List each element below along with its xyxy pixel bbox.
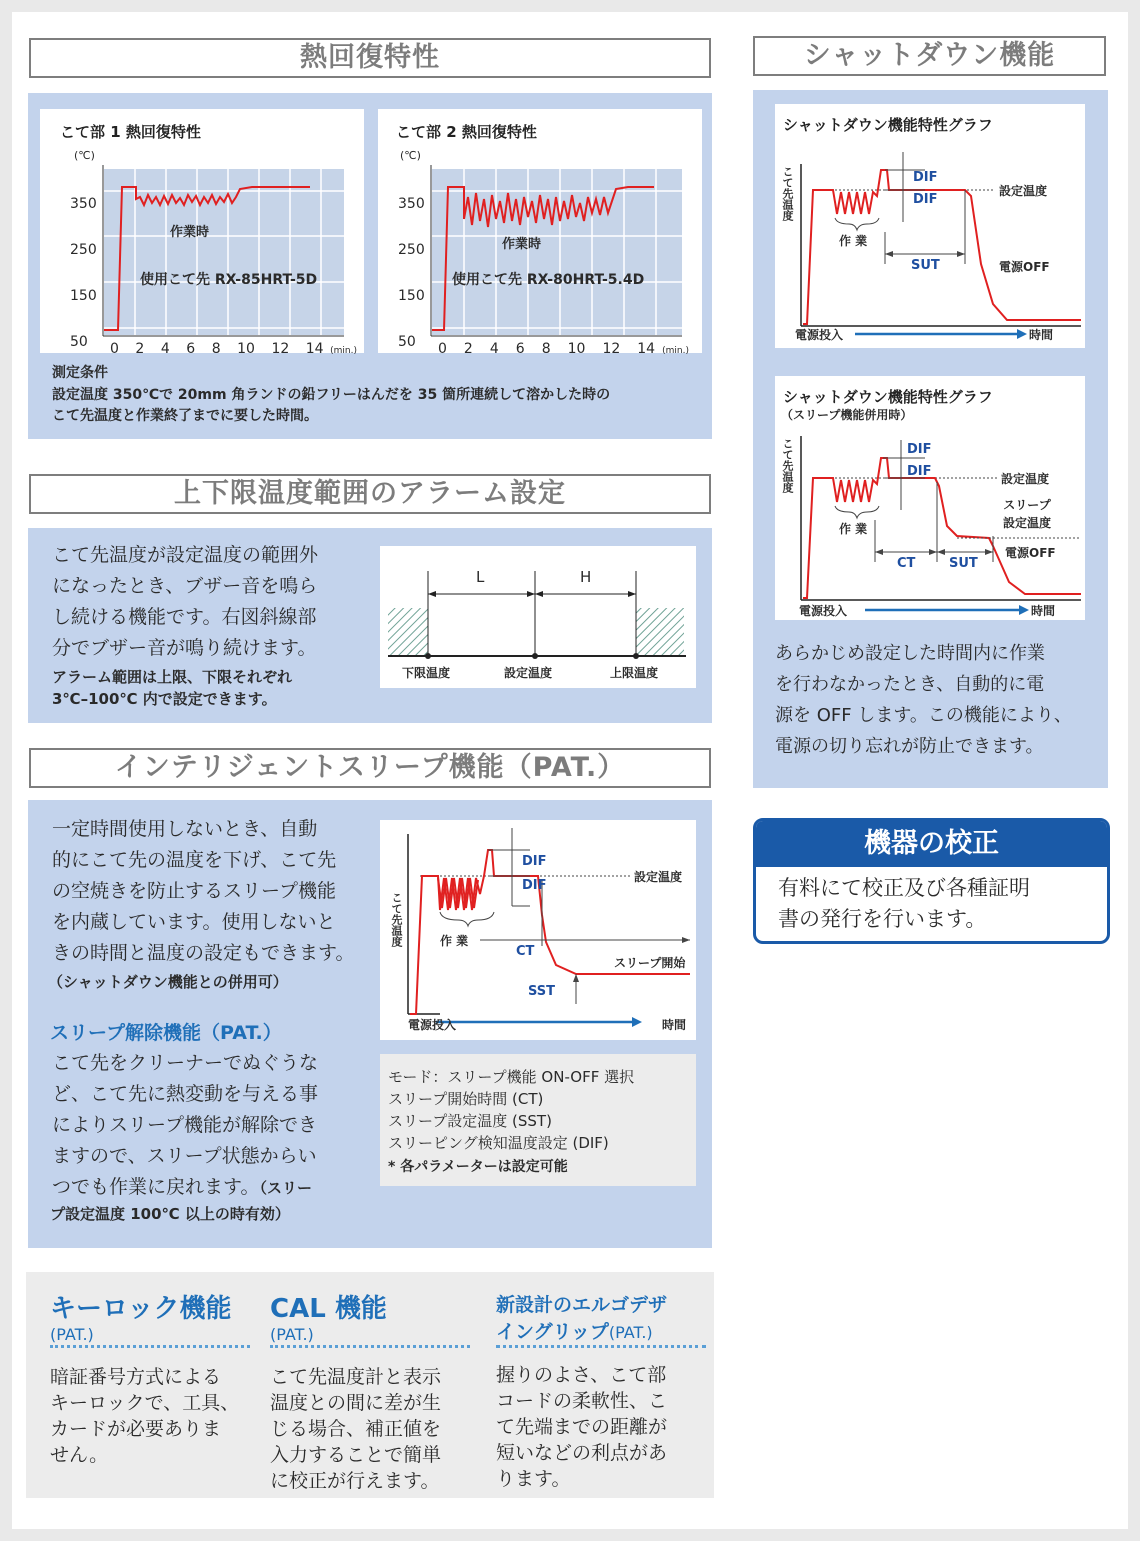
graph1-yticks: 350 250 150 50 (70, 196, 97, 350)
sleep-xl: 電源投入 (408, 1018, 457, 1032)
grip-text: 握りのよさ、こて部 コードの柔軟性、こ て先端までの距離が 短いなどの利点があ ります。 (496, 1364, 668, 1490)
mode-line: スリープ開始時間 (CT) (388, 1090, 544, 1108)
alarm-title: 上下限温度範囲のアラーム設定 (29, 474, 711, 514)
graph2-tip: 使用こて先 RX-80HRT-5.4D (452, 272, 645, 288)
sleep-work: 作 業 (440, 934, 469, 948)
shut-g1-work: 作 業 (839, 234, 868, 248)
keylock-pat: (PAT.) (50, 1325, 94, 1344)
heat-graph-2 (378, 109, 702, 357)
sleep-graph (380, 820, 696, 1040)
keylock-text: 暗証番号方式による キーロックで、工具、 カードが必要ありま せん。 (50, 1366, 240, 1466)
sleep-svg (380, 820, 696, 1040)
alarm-upper: 上限温度 (610, 666, 659, 680)
grip-title1: 新設計のエルゴデザ (496, 1294, 668, 1316)
shut-g2-xr: 時間 (1031, 604, 1056, 618)
release-text: こて先をクリーナーでぬぐうな ど、こて先に熱変動を与える事 によりスリープ機能が解除でき ますので、スリープ状態からい つでも作業に戻れます。（スリー (52, 1052, 319, 1198)
shut-g1-dif2: DIF (913, 192, 938, 207)
cal-text: こて先温度計と表示 温度との間に差が生 じる場合、補正値を 入力することで簡単 に校正が行えます。 (270, 1366, 442, 1492)
heat-title: 熱回復特性 (29, 38, 711, 78)
shut-g2-sub: （スリープ機能併用時） (781, 408, 913, 422)
graph1-unit: (℃) (74, 149, 95, 162)
sleep-note: （シャットダウン機能との併用可） (48, 973, 288, 991)
graph1-tip: 使用こて先 RX-85HRT-5D (140, 272, 318, 288)
alarm-H: H (580, 568, 592, 586)
graph1-xticks: 0 2 4 6 8 10 12 14 (min.) (110, 341, 357, 357)
alarm-diagram (380, 546, 696, 688)
cond-line1: 設定温度 350℃で 20mm 角ランドの鉛フリーはんだを 35 箇所連続して溶かした時の (52, 387, 611, 403)
sleep-text: 一定時間使用しないとき、自動 的にこて先の温度を下げ、こて先 の空焼きを防止するスリープ機能 を内蔵しています。使用しないと きの時間と温度の設定もできます。 (52, 818, 355, 964)
graph2-svg (378, 109, 702, 353)
shut-g1-title: シャットダウン機能特性グラフ (783, 116, 993, 134)
heat-panel (28, 93, 712, 439)
graph2-title: こて部 2 熱回復特性 (396, 123, 537, 141)
mode-line: モード：スリープ機能 ON-OFF 選択 (388, 1068, 635, 1086)
sleep-ylabel: こて先温度 (390, 892, 403, 947)
release-note: プ設定温度 100℃ 以上の時有効） (50, 1205, 290, 1223)
grip-card (496, 1290, 706, 1492)
shut-title: シャットダウン機能 (753, 36, 1106, 76)
heat-graph-1 (40, 109, 364, 357)
shut-g2-off: 電源OFF (1005, 546, 1056, 560)
shut-graph-1 (775, 104, 1085, 348)
grip-title2: イングリップ (496, 1321, 609, 1343)
sleep-xr: 時間 (662, 1018, 687, 1032)
alarm-set: 設定温度 (504, 666, 553, 680)
cal-card (270, 1288, 470, 1494)
mode-line: スリーピング検知温度設定 (DIF) (388, 1134, 609, 1152)
graph2-work: 作業時 (502, 237, 542, 252)
alarm-L: L (476, 568, 485, 586)
keylock-title: キーロック機能 (50, 1294, 232, 1324)
shut-graph-2 (775, 376, 1085, 620)
alarm-lower: 下限温度 (402, 666, 451, 680)
grip-pat: (PAT.) (608, 1323, 653, 1342)
alarm-note: アラーム範囲は上限、下限それぞれ 3℃–100℃ 内で設定できます。 (52, 668, 293, 708)
graph1-work: 作業時 (170, 225, 210, 240)
page (12, 12, 1128, 1529)
mode-box (380, 1054, 696, 1186)
mode-line: スリープ設定温度 (SST) (388, 1112, 552, 1130)
shut-g1-xl: 電源投入 (795, 328, 844, 342)
graph2-unit: (℃) (400, 149, 421, 162)
cond-title: 測定条件 (52, 365, 108, 381)
calib-box (753, 818, 1110, 944)
shut-g2-dif1: DIF (907, 442, 932, 457)
shut-g2-title: シャットダウン機能特性グラフ (783, 388, 993, 406)
alarm-panel (28, 528, 712, 723)
sleep-panel (28, 800, 712, 1248)
cond-line2: こて先温度と作業終了までに要した時間。 (52, 408, 318, 424)
alarm-text: こて先温度が設定温度の範囲外 になったとき、ブザー音を鳴ら し続ける機能です。右図斜線部 分でブザー音が鳴り続けます。 (52, 544, 319, 659)
shut-g2-set: 設定温度 (1001, 472, 1050, 486)
shut-g2-work: 作 業 (839, 522, 868, 536)
release-title: スリープ解除機能（PAT.） (50, 1022, 282, 1044)
shut-g2-ylabel: こて先温度 (781, 438, 794, 493)
shut-g1-ylabel: こて先温度 (781, 166, 794, 221)
mode-note: * 各パラメーターは設定可能 (388, 1159, 568, 1175)
shut-g2-dif2: DIF (907, 464, 932, 479)
shut-g2-ct: CT (897, 556, 916, 571)
feature-panel (26, 1272, 714, 1498)
shut-g2-sleep: スリープ 設定温度 (1003, 498, 1052, 530)
shut-g1-off: 電源OFF (999, 260, 1050, 274)
graph2-yticks: 350 250 150 50 (398, 196, 425, 350)
shut-g2-xl: 電源投入 (799, 604, 848, 618)
sleep-start: スリープ開始 (614, 956, 686, 970)
calib-text: 有料にて校正及び各種証明 書の発行を行います。 (778, 876, 1030, 931)
graph1-title: こて部 1 熱回復特性 (60, 123, 201, 141)
keylock-card (50, 1288, 250, 1468)
sleep-dif1: DIF (522, 854, 547, 869)
graph2-xticks: 0 2 4 6 8 10 12 14 (min.) (438, 341, 689, 357)
calib-title: 機器の校正 (756, 821, 1107, 867)
sleep-sst: SST (528, 984, 556, 999)
sleep-set: 設定温度 (634, 870, 683, 884)
shut-text: あらかじめ設定した時間内に作業 を行わなかったとき、自動的に電 源を OFF します。この機能により、 電源の切り忘れが防止できます。 (775, 643, 1072, 757)
shut-g2-sut: SUT (949, 556, 978, 571)
sleep-dif2: DIF (522, 878, 547, 893)
shut-g1-xr: 時間 (1029, 328, 1054, 342)
cal-pat: (PAT.) (270, 1325, 314, 1344)
shut-g1-sut: SUT (911, 258, 940, 273)
shut-panel (753, 90, 1108, 788)
sleep-title: インテリジェントスリープ機能（PAT.） (29, 748, 711, 788)
sleep-ct: CT (516, 944, 535, 959)
shut-g1-dif1: DIF (913, 170, 938, 185)
shut-g1-svg (775, 104, 1085, 348)
shut-g1-set: 設定温度 (999, 184, 1048, 198)
cal-title: CAL 機能 (270, 1294, 387, 1324)
